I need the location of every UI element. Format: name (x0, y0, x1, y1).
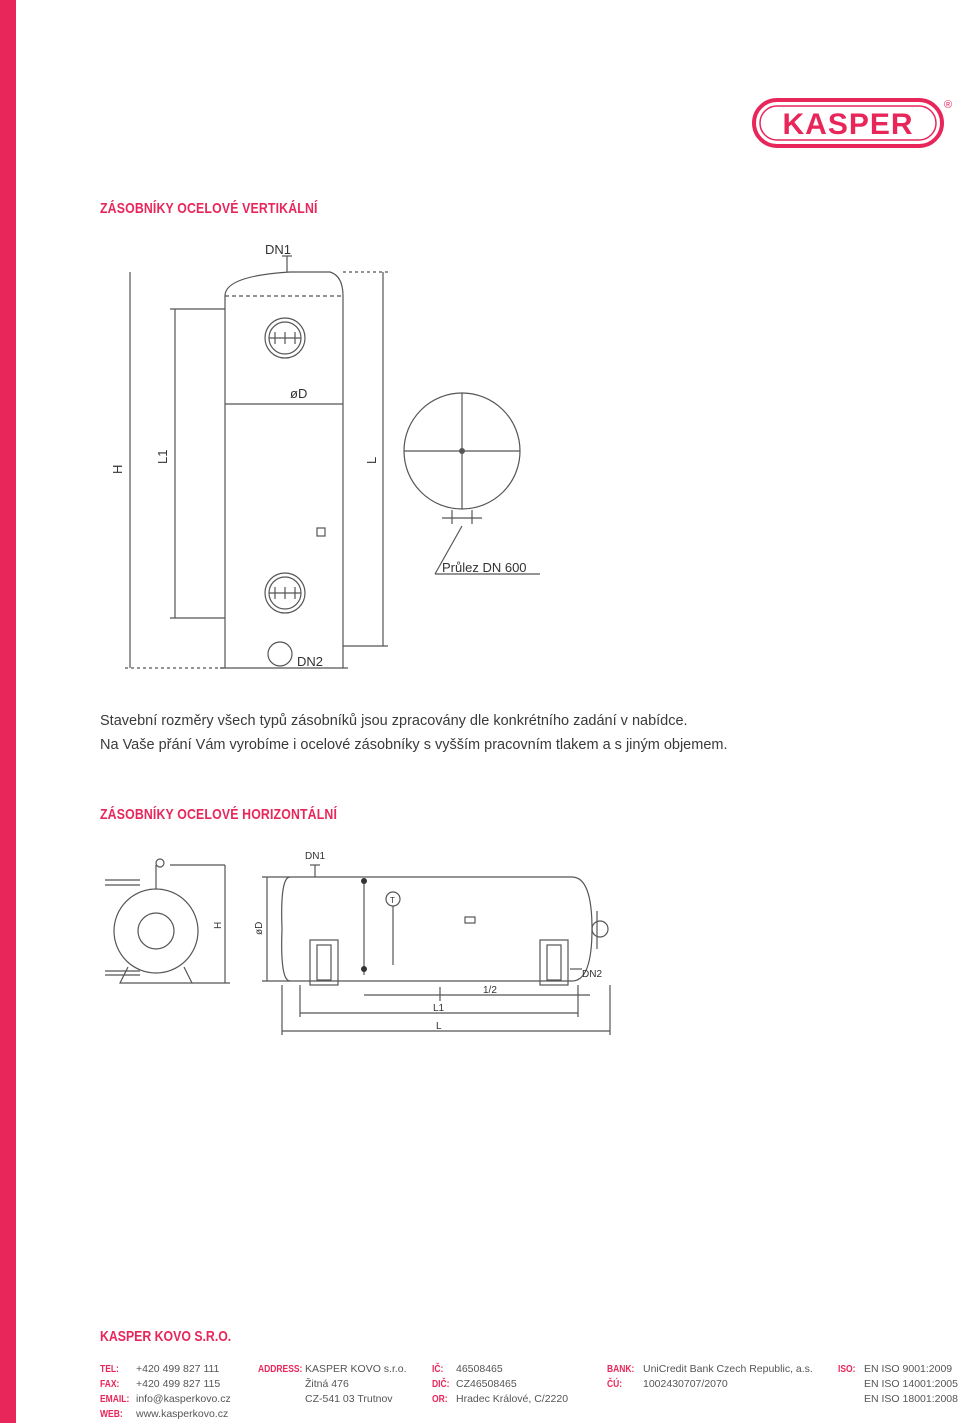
id-row (432, 1392, 568, 1407)
contact-row (100, 1377, 231, 1392)
kasper-logo (752, 96, 952, 152)
iso-line: EN ISO 18001:2008 (864, 1393, 958, 1405)
address-line: CZ-541 03 Trutnov (305, 1393, 393, 1405)
contact-label: FAX: (100, 1379, 120, 1390)
contact-value[interactable]: +420 499 827 111 (136, 1363, 220, 1375)
bank-value: 1002430707/2070 (643, 1378, 728, 1390)
id-value: Hradec Králové, C/2220 (456, 1393, 569, 1405)
iso-line: EN ISO 14001:2005 (864, 1378, 958, 1390)
label-od-horizontal: øD (254, 921, 265, 935)
contact-row (100, 1407, 231, 1422)
id-value: CZ46508465 (456, 1378, 517, 1390)
label-t: T (390, 896, 395, 905)
contact-value[interactable]: info@kasperkovo.cz (136, 1393, 231, 1405)
registered-mark: ® (943, 99, 952, 111)
bank-value: UniCredit Bank Czech Republic, a.s. (643, 1363, 813, 1375)
address-line: Žitná 476 (305, 1378, 349, 1390)
label-l: L (364, 456, 379, 464)
section-title-horizontal: ZÁSOBNÍKY OCELOVÉ HORIZONTÁLNÍ (100, 806, 338, 823)
id-label: IČ: (432, 1364, 444, 1375)
label-manhole: Průlez DN 600 (442, 560, 527, 575)
footer-address (305, 1362, 407, 1407)
label-dn2-horizontal: DN2 (582, 969, 603, 980)
footer-bank (607, 1362, 813, 1392)
company-name: KASPER KOVO S.R.O. (100, 1328, 232, 1345)
bank-row (607, 1377, 813, 1392)
iso-label: ISO: (838, 1364, 856, 1375)
address-label: ADDRESS: (258, 1364, 303, 1375)
contact-value[interactable]: www.kasperkovo.cz (136, 1408, 229, 1420)
label-od: øD (290, 386, 308, 401)
contact-label: EMAIL: (100, 1394, 130, 1405)
description-line-2: Na Vaše přání Vám vyrobíme i ocelové zásobníky s vyšším pracovním tlakem a s jiným objemem. (100, 737, 728, 753)
label-h: H (110, 464, 125, 474)
address-line: KASPER KOVO s.r.o. (305, 1363, 407, 1375)
label-l-horizontal: L (436, 1021, 442, 1032)
label-h-horizontal: H (213, 921, 224, 929)
iso-line: EN ISO 9001:2009 (864, 1363, 953, 1375)
footer-contact (100, 1362, 231, 1422)
contact-row (100, 1362, 231, 1377)
footer-iso (864, 1362, 958, 1407)
bank-label: ČÚ: (607, 1379, 623, 1390)
id-row (432, 1362, 568, 1377)
contact-row (100, 1392, 231, 1407)
label-l1-horizontal: L1 (433, 1003, 445, 1014)
logo-text: KASPER (782, 108, 914, 141)
iso-label-wrap (838, 1362, 859, 1377)
label-l1: L1 (155, 449, 170, 464)
description-line-1: Stavební rozměry všech typů zásobníků jsou zpracovány dle konkrétního zadání v nabídce. (100, 713, 688, 729)
id-label: DIČ: (432, 1379, 450, 1390)
vertical-tank-drawing (100, 236, 540, 676)
id-label: OR: (432, 1394, 448, 1405)
id-value: 46508465 (456, 1363, 503, 1375)
contact-label: WEB: (100, 1409, 123, 1420)
label-dn1-horizontal: DN1 (305, 851, 326, 862)
label-half: 1/2 (483, 985, 497, 996)
left-accent-bar (0, 0, 16, 1423)
id-row (432, 1377, 568, 1392)
footer-ids (432, 1362, 568, 1407)
address-label-wrap (258, 1362, 310, 1377)
label-dn2: DN2 (297, 654, 324, 669)
label-dn1: DN1 (265, 242, 292, 257)
bank-row (607, 1362, 813, 1377)
horizontal-tank-drawing (100, 845, 620, 1040)
section-title-vertical: ZÁSOBNÍKY OCELOVÉ VERTIKÁLNÍ (100, 200, 318, 217)
bank-label: BANK: (607, 1364, 635, 1375)
contact-label: TEL: (100, 1364, 119, 1375)
contact-value: +420 499 827 115 (136, 1378, 221, 1390)
